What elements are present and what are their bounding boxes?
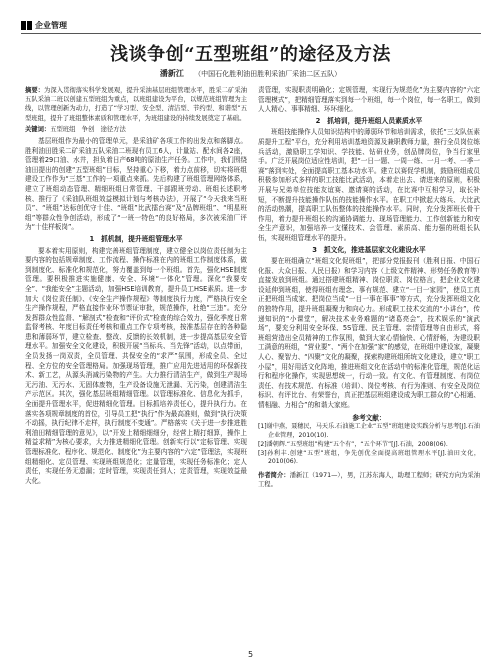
abstract-text: 为深入贯彻落实科学发展观，提升采油基层班组管理水平，胜采二矿采油五队采油二班以创建五型班组为重点，以班组建设为平台，以规范班组管理为主线，以管理创新为动力，打造了“学习型、安全型、清洁型、节约型、和谐型”五型班组，提升了班组整体素质和管理水平，为班组建设的持续发展奠定了基础。 (25, 87, 248, 122)
body-paragraph: 责管理，实现职责明确化；定规管理，实现行为规范化”为主要内容的“六定管理模式”，把精细管理落实到每一个班组，每一个岗位，每一名职工，做到人人精心、事事精细、环环细化。 (258, 86, 480, 114)
section-tag (21, 20, 67, 31)
abstract (25, 86, 247, 123)
section-tag-label: 企业管理 (35, 21, 67, 30)
header-divider (21, 33, 481, 34)
article-title: 浅谈争创“五型班组”的途径及方法 (110, 44, 391, 65)
keywords-label: 关键词： (25, 125, 51, 133)
right-column (258, 86, 480, 489)
section-heading: 3 抓文化，推进基层家文化建设水平 (312, 245, 426, 254)
body-paragraph: 基层班组作为最小的管理单元，是采油矿各项工作的出发点和落脚点。胜利油田胜采二矿采油五队采油二班现有员工6人，计量站、配水间各2座，管理着29口油、水井，担负着日产68吨的原油生产任务。工作中，我们围绕油田提出的创建“五型班组”目标，坚持重心下移，着力点前移，切实将班组建设工作作为“三基”工作的一项重点来抓。先后构建了班组管理网络体系，建立了班组动态管理、精细班组日常管理、干部跟班劳动、班组长述职考核、推行了《采油队班组效益模拟计划与考核办法》，开展了“今天我来当班员”、“班组”达标创优守十佳、“班组”比武擂台赛“及“品牌班组”、“明星班组”等群众性争创活动，形成了“一班一特色”的良好格局，多次被采油厂评为“十佳样板岗”。 (25, 137, 247, 232)
body-paragraph: 要本着实用原则，构建完善班组管理制度，建立健全以岗位责任制为主要内容的包括规章制度、工作流程、操作标准在内的班组工作制度体系，做到制度化、标准化和规范化，努力覆盖到每一个班组。首先，强化HSE制度管理。要积极推进实施健康、安全、环境“一体化”管理。深化“我要安全”、“我能安全”主题活动，加强HSE培训教育，提升员工HSE素质。进一步加大《岗位责任制》、《安全生产操作规程》等制度执行力度，严格执行安全生产操作规程，严格直接作业环节票证审批，规范操作，杜绝“三违”。充分发挥群众性监督、“解剖式”检查和“评价式”检查的综合效力，强化季度日常监督考核、年度目标责任考核和重点工作专项考核，按准基层存在的各种隐患和薄弱环节，建立检查、整改、反馈的长效机制，进一步提高基层安全管理水平。加强安全文化建设，积极开展“当标兵、当先锋”活动，以点带面，全员发扬一岗双责，全员管理、共保安全的“求严”氛围，形成全员、全过程、全方位的安全管理格局。加强现场管理，推广应用先进适用的环保新技术、新工艺，从源头消减污染物的产生。大力推行清洁生产，做到生产现场无污油、无污水、无固体废物，生产设备设施无泄漏、无污染，创建清洁生产示范区。其次，强化基层班组精细管理。以管理标准化、信息化为抓手，全面提升管理水平，促进精细化管理。目标抓培养责任心，提升执行力。在落实各项规章制度的首位，引导员工把“执行”作为最高准则，做到“执行决策不动摇，执行纪律不走样，执行制度不变通”。严格落实《关于进一步推进胜利油田精细管理的意见》，以“开发上精细细细分，经营上精打细算，操作上精益求精”为核心要求，大力推进精细化管理。创新实行以“定标管理、实现管理标准化、程序化、规范化、制度化”为主要内容的“六定”管理法，实现班组精细化、定员管理、实现班组规范化；定量管理，实现任务标准化；定人责任，实现任务无遗漏；定时管理，实现责任到人；定责管理，实现效益最大化。 (25, 246, 247, 485)
author-name: 潘新江 (159, 69, 184, 78)
author-bio (258, 471, 480, 489)
body-paragraph: 班组技能操作人员知识结构中的薄弱环节和培训需求，依托“三支队伍素质提升工程”平台，充分利用培训基地资源及兼职教师力量，推行全员岗位练兵活动，激励职工学知识、学技能、钻研业务，创品牌岗位，争当行家里手。广泛开展岗位适应性培训，把“一日一题、一周一练、一月一考、一季一赛”落到实处，全面提高职工基本功水平。建立以赛促学机制，鼓励班组成员积极参加形式多样的职工技能比武活动，本着走出去、请进来的原则，积极开展与兄弟单位技能友谊赛、邀请赛的活动，在比赛中互相学习，取长补短，不断提升技能操作队伍的技能操作水平。在职工中掀起大练兵、大比武的活动热潮，提高职工队伍整体的技能操作水平。同时，充分发挥班长骨干作用，着力提升班组长的沟通协调能力、现场管理能力、工作创新能力和安全生产意识，加强培养一支懂技术、会管理、素质高、能力强的班组长队伍，实现班组管理水平的提升。 (258, 128, 480, 242)
author-affiliation: （中国石化胜利油田胜利采油厂采油二区五队） (194, 70, 342, 78)
author-bio-label: 作者简介： (258, 472, 290, 480)
reference-item: [1]谢中燕，聂穗民，马天乐.石油施工企业“五型”班组建设实践分析与思考[J].石油企业管理，2010(10). (258, 423, 480, 439)
body-paragraph: 要在班组确立“班组文化促班组”，把部分党报报刊（胜利日报、中国石化报、大众日报、人民日报）和学习内容（上级文件精神、形势任务教育等）直接发放到班组。通过搭建班组精神、岗位职责、岗位格言，把企业文化建设延伸到班组，使得班组有理念、事有规范、建立“一目一家园”，使员工真正把班组当成家、把岗位当成“一目一事在事事”等方式，充分发挥班组文化的独特作用，提升班组凝聚力和向心力。形成职工技术交流的“小讲台”，传递知识的“小课堂”，解决技术业务难题的“诸葛亮会”，技术娱乐的“演武场”，要充分利用安全环保、5S管理、民主管理、亲情管理等自由形式，将班组营造出全员精神的工作氛围，做到大家心情愉快、心情舒畅，为建设职工满意的班组，“营业要”、“两个在加强“家”的感觉，在班组中建设家，凝聚人心、聚智力、“四聚”文化的凝聚，探索构建班组所统文化建设，建立“职工小屋”，用好用活文化阵地，推进班组文化在活动中的标准化管理，规范化运行和程序化操作，实现思想统一，行动一致。有文化、有管理制度、有岗位责任、有技术规范、有标准（培训）、岗位考核、有行为准则、有安全及岗位标识、有评比台、有荣誉台，真正把基层班组建设成为职工群众的“心相通、情相融、力相合”的和谐大家庭。 (258, 257, 480, 409)
page-number: 5 (247, 650, 254, 659)
author-bio-text: 潘新江（1971—），男，江苏东海人，助理工程师；研究方向为采油工程。 (258, 472, 480, 489)
author-line (0, 68, 501, 79)
section-tag-marker (21, 21, 32, 30)
reference-item: [2]潘朝辉.“五型班组”构建“五个有”，“五个环节”[J].石油，2008(06). (258, 440, 448, 448)
keywords-text: 五型班组 争创 途径方法 (50, 125, 126, 133)
section-heading: 2 抓培训，提升班组人员素质水平 (315, 116, 423, 125)
references-title: 参考文献： (352, 413, 386, 422)
reference-item: [3]孙利丰.创建“五型”班组，争先创优全面提高班组管理水平[J].油田文化，2010(06). (258, 449, 480, 466)
left-column (25, 86, 247, 486)
abstract-label: 摘要： (25, 87, 45, 94)
keywords (25, 125, 247, 134)
section-heading: 1 抓机制，提升班组管理水平 (89, 234, 183, 243)
